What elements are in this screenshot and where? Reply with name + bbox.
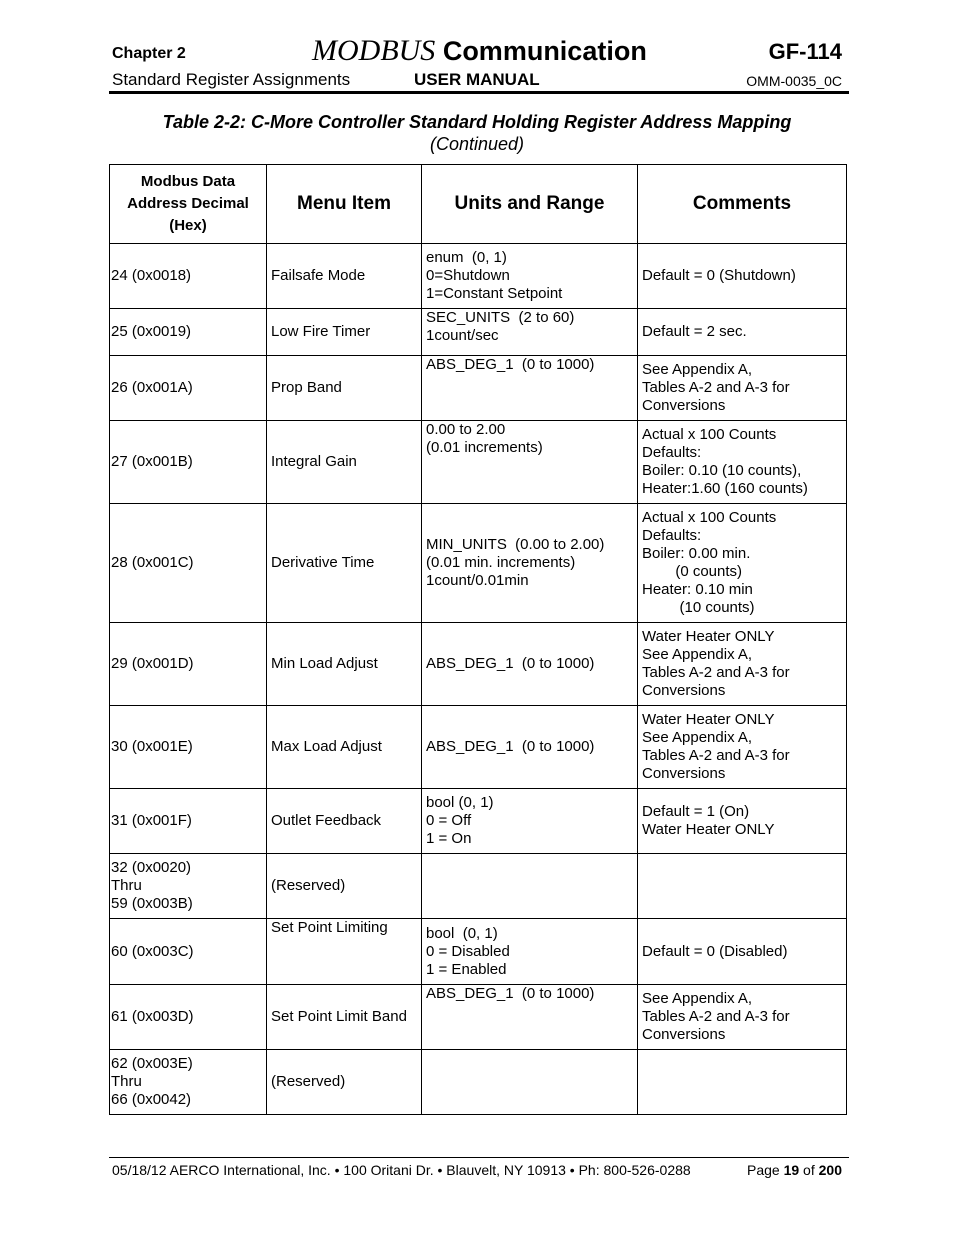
cell-line: Conversions [642, 765, 726, 782]
address-cell [110, 706, 267, 789]
cell-line: 1count/sec [426, 327, 499, 344]
header-rule [109, 91, 849, 94]
page-number [747, 1162, 842, 1178]
menu-item-cell [267, 919, 422, 985]
comments-cell [638, 421, 847, 504]
header-units-range: Units and Range [422, 165, 638, 244]
table-row [110, 985, 847, 1050]
cell-line: Conversions [642, 1026, 726, 1043]
cell-line: 29 (0x001D) [111, 655, 194, 672]
cell-line: Heater:1.60 (160 counts) [642, 480, 808, 497]
header-address: Modbus Data Address Decimal (Hex) [110, 165, 267, 244]
cell-line: 30 (0x001E) [111, 738, 193, 755]
comments-cell [638, 504, 847, 623]
comments-cell [638, 309, 847, 356]
title-rest: Communication [435, 36, 647, 66]
cell-line: SEC_UNITS (2 to 60) [426, 309, 575, 326]
page-current: 19 [783, 1162, 800, 1178]
cell-line: Conversions [642, 397, 726, 414]
cell-line: 24 (0x0018) [111, 267, 192, 284]
comments-cell [638, 706, 847, 789]
menu-item-cell [267, 854, 422, 919]
cell-line: Prop Band [271, 379, 342, 396]
header-comments: Comments [638, 165, 847, 244]
cell-line: Heater: 0.10 min [642, 581, 753, 598]
footer-address: 05/18/12 AERCO International, Inc. • 100 Oritani Dr. • Blauvelt, NY 10913 • Ph: 800-526-0288 [112, 1162, 691, 1178]
address-cell [110, 356, 267, 421]
address-cell [110, 985, 267, 1050]
cell-line: bool (0, 1) [426, 924, 498, 942]
omm-number: OMM-0035_0C [746, 73, 842, 89]
table-row [110, 1050, 847, 1115]
cell-line: 32 (0x0020) [111, 859, 192, 876]
cell-line: Integral Gain [271, 453, 357, 470]
cell-line: bool (0, 1) [426, 794, 494, 811]
cell-line: 61 (0x003D) [111, 1008, 194, 1025]
cell-line: 28 (0x001C) [111, 554, 194, 571]
address-cell [110, 919, 267, 985]
table-row [110, 421, 847, 504]
comments-cell [638, 244, 847, 309]
cell-line: 1 = Enabled [426, 960, 507, 978]
header-menu-item: Menu Item [267, 165, 422, 244]
cell-line: (Reserved) [271, 877, 346, 894]
units-range-cell [422, 1050, 638, 1115]
menu-item-cell [267, 789, 422, 854]
cell-line: Thru [111, 1073, 142, 1090]
table-row [110, 623, 847, 706]
cell-line: Outlet Feedback [271, 812, 382, 829]
cell-line: Thru [111, 877, 142, 894]
section-name: Standard Register Assignments [112, 70, 351, 89]
cell-line: Low Fire Timer [271, 323, 371, 340]
comments-cell [638, 854, 847, 919]
comments-cell [638, 789, 847, 854]
units-range-cell [422, 985, 638, 1050]
cell-line: Max Load Adjust [271, 738, 382, 755]
table-row [110, 789, 847, 854]
units-range-cell [422, 244, 638, 309]
comments-cell [638, 356, 847, 421]
cell-line: Defaults: [642, 527, 702, 544]
cell-line: Tables A-2 and A-3 for [642, 747, 790, 764]
cell-line: 26 (0x001A) [111, 379, 193, 396]
cell-line: Boiler: 0.00 min. [642, 545, 751, 562]
footer-rule [109, 1157, 849, 1158]
menu-item-cell [267, 504, 422, 623]
manual-label: USER MANUAL [414, 70, 540, 89]
menu-item-cell [267, 706, 422, 789]
cell-line: 60 (0x003C) [111, 942, 194, 960]
title-modbus: MODBUS [312, 34, 436, 67]
cell-line: Water Heater ONLY [642, 628, 775, 645]
table-caption-continued: (Continued) [429, 134, 525, 154]
cell-line: Tables A-2 and A-3 for [642, 379, 790, 396]
table-row [110, 706, 847, 789]
table-caption-title: Table 2-2: C-More Controller Standard Holding Register Address Mapping [162, 112, 792, 132]
units-range-cell [422, 789, 638, 854]
address-cell [110, 309, 267, 356]
cell-line: 0.00 to 2.00 [426, 421, 506, 438]
cell-line: Default = 0 (Shutdown) [642, 267, 796, 284]
address-cell [110, 623, 267, 706]
page-total: 200 [818, 1162, 842, 1178]
page-title [312, 34, 647, 68]
cell-line: 0 = Off [426, 812, 472, 829]
document-id: GF-114 [768, 39, 842, 64]
menu-item-cell [267, 356, 422, 421]
cell-line: (10 counts) [642, 599, 755, 616]
address-cell [110, 854, 267, 919]
cell-line: Default = 0 (Disabled) [642, 942, 788, 960]
menu-item-cell [267, 623, 422, 706]
cell-line: Boiler: 0.10 (10 counts), [642, 462, 802, 479]
menu-item-cell [267, 421, 422, 504]
address-cell [110, 421, 267, 504]
page-label: Page [747, 1162, 784, 1178]
table-header-row [110, 165, 847, 244]
cell-line: 25 (0x0019) [111, 323, 192, 340]
units-range-cell [422, 356, 638, 421]
cell-line: Water Heater ONLY [642, 711, 775, 728]
cell-line: 62 (0x003E) [111, 1055, 193, 1072]
comments-cell [638, 919, 847, 985]
table-row [110, 854, 847, 919]
cell-line: See Appendix A, [642, 646, 753, 663]
cell-line: 1 = On [426, 830, 472, 847]
menu-item-cell [267, 309, 422, 356]
cell-line: Default = 2 sec. [642, 323, 747, 340]
cell-line: 0=Shutdown [426, 267, 510, 284]
cell-line: ABS_DEG_1 (0 to 1000) [426, 356, 595, 373]
cell-line: (Reserved) [271, 1073, 346, 1090]
comments-cell [638, 623, 847, 706]
cell-line: See Appendix A, [642, 361, 753, 378]
table-row [110, 504, 847, 623]
cell-line: See Appendix A, [642, 990, 753, 1007]
chapter-label: Chapter 2 [112, 45, 186, 62]
cell-line: ABS_DEG_1 (0 to 1000) [426, 655, 595, 672]
cell-line: Derivative Time [271, 554, 375, 571]
units-range-cell [422, 623, 638, 706]
comments-cell [638, 1050, 847, 1115]
comments-cell [638, 985, 847, 1050]
cell-line: 59 (0x003B) [111, 895, 193, 912]
cell-line: Default = 1 (On) [642, 803, 750, 820]
register-table [109, 164, 847, 1115]
address-cell [110, 504, 267, 623]
cell-line: 0 = Disabled [426, 942, 510, 960]
cell-line: 31 (0x001F) [111, 812, 192, 829]
cell-line: Water Heater ONLY [642, 821, 775, 838]
units-range-cell [422, 919, 638, 985]
cell-line: (0.01 increments) [426, 439, 543, 456]
cell-line: Defaults: [642, 444, 702, 461]
cell-line: See Appendix A, [642, 729, 753, 746]
units-range-cell [422, 504, 638, 623]
cell-line: Set Point Limiting [271, 919, 388, 936]
cell-line: 66 (0x0042) [111, 1091, 192, 1108]
units-range-cell [422, 854, 638, 919]
address-cell [110, 244, 267, 309]
cell-line: Actual x 100 Counts [642, 509, 777, 526]
cell-line: ABS_DEG_1 (0 to 1000) [426, 738, 595, 755]
page-of-label: of [799, 1162, 819, 1178]
cell-line: Tables A-2 and A-3 for [642, 1008, 790, 1025]
cell-line: Conversions [642, 682, 726, 699]
units-range-cell [422, 421, 638, 504]
units-range-cell [422, 706, 638, 789]
table-row [110, 919, 847, 985]
cell-line: Min Load Adjust [271, 655, 378, 672]
cell-line: (0 counts) [642, 563, 743, 580]
cell-line: (0.01 min. increments) [426, 554, 576, 571]
cell-line: Actual x 100 Counts [642, 426, 777, 443]
units-range-cell [422, 309, 638, 356]
cell-line: Set Point Limit Band [271, 1008, 407, 1025]
cell-line: enum (0, 1) [426, 249, 507, 266]
address-cell [110, 1050, 267, 1115]
cell-line: MIN_UNITS (0.00 to 2.00) [426, 536, 605, 553]
cell-line: 27 (0x001B) [111, 453, 193, 470]
table-row [110, 244, 847, 309]
address-cell [110, 789, 267, 854]
menu-item-cell [267, 1050, 422, 1115]
cell-line: 1count/0.01min [426, 572, 529, 589]
table-row [110, 356, 847, 421]
cell-line: Tables A-2 and A-3 for [642, 664, 790, 681]
table-row [110, 309, 847, 356]
menu-item-cell [267, 244, 422, 309]
cell-line: 1=Constant Setpoint [426, 285, 563, 302]
table-caption [109, 111, 845, 155]
cell-line: Failsafe Mode [271, 267, 366, 284]
cell-line: ABS_DEG_1 (0 to 1000) [426, 985, 595, 1002]
menu-item-cell [267, 985, 422, 1050]
